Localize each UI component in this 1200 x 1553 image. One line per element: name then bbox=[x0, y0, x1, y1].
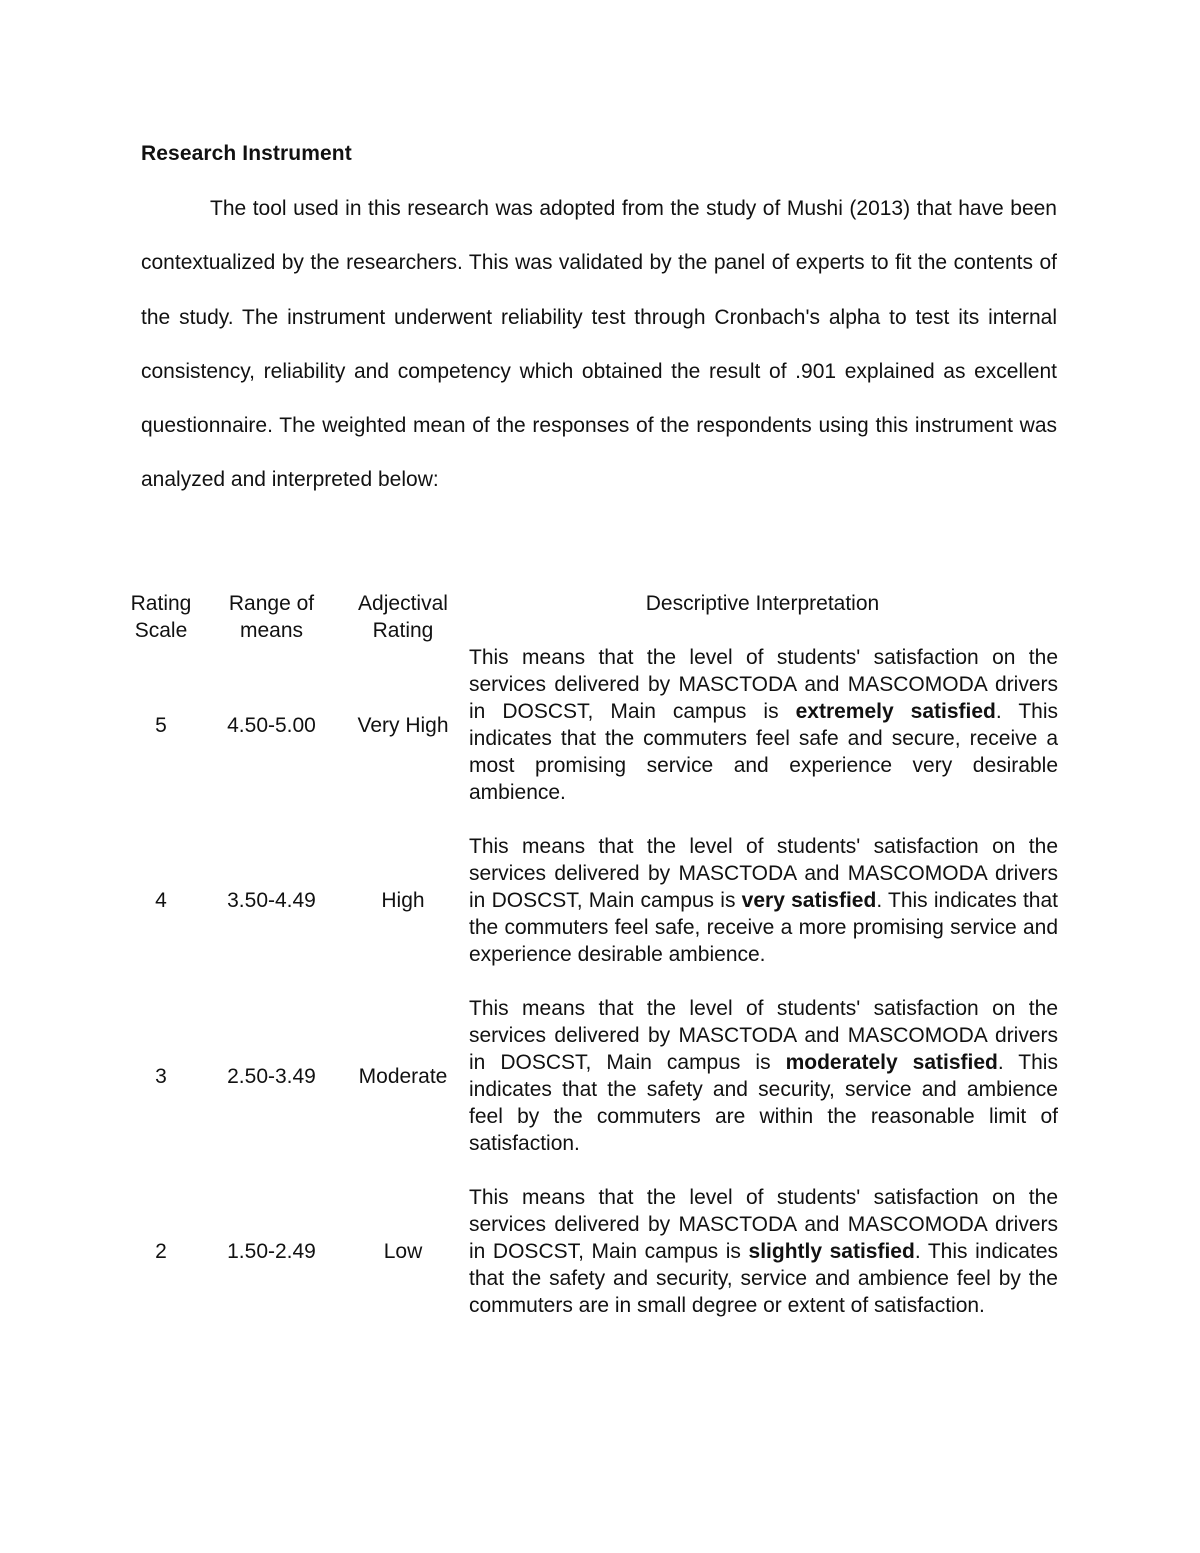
desc-text-post: . This indicates that the commuters feel safe, receive a more promising service and experience desirable ambience. bbox=[469, 889, 1059, 966]
desc-text-pre: This means that the level of students' satisfaction on the services delivered by MASCTODA and MASCOMODA drivers in DOSCST, Main campus is bbox=[469, 997, 1058, 1074]
cell-scale: 2 bbox=[155, 1240, 167, 1263]
desc-text-bold: very satisfied bbox=[741, 889, 877, 912]
cell-adjectival: High bbox=[381, 889, 425, 912]
cell-scale: 3 bbox=[155, 1064, 167, 1088]
header-adjectival-rating bbox=[339, 590, 467, 644]
cell-scale: 4 bbox=[155, 889, 167, 912]
header-descriptive-interpretation bbox=[467, 590, 1058, 644]
header-adjectival-line2: Rating bbox=[372, 619, 434, 642]
rating-scale-table bbox=[118, 590, 1058, 1346]
desc-text-post: . This indicates that the safety and security, service and ambience feel by the commuters are within the reasonable limit of satisfaction. bbox=[469, 1051, 1058, 1155]
paragraph-text: The tool used in this research was adopted from the study of Mushi (2013) that have been contextualized by the researchers. This was validated by the panel of experts to fit the contents of the study. The instrument underwent reliability test through Cronbach's alpha to test its internal consistency, reliability and competency which obtained the result of .901 explained as excellent questionnaire. The weighted mean of the responses of the respondents using this instrument was analyzed and interpreted below: bbox=[141, 197, 1057, 492]
cell-description bbox=[467, 995, 1058, 1184]
cell-description bbox=[467, 1184, 1058, 1346]
rating-table-wrapper bbox=[118, 590, 1058, 1346]
header-descriptive-text: Descriptive Interpretation bbox=[645, 592, 880, 615]
cell-range: 2.50-3.49 bbox=[227, 1064, 316, 1088]
table-row bbox=[118, 644, 1058, 833]
body-paragraph bbox=[141, 182, 1057, 508]
desc-text-bold: moderately satisfied bbox=[785, 1051, 998, 1074]
cell-description bbox=[467, 833, 1058, 995]
desc-text-pre: This means that the level of students' satisfaction on the services delivered by MASCTODA and MASCOMODA drivers in DOSCST, Main campus is bbox=[469, 835, 1058, 912]
cell-range: 3.50-4.49 bbox=[227, 889, 316, 912]
header-rating-scale-line2: Scale bbox=[134, 619, 188, 642]
table-row bbox=[118, 833, 1058, 995]
desc-text-pre: This means that the level of students' satisfaction on the services delivered by MASCTODA and MASCOMODA drivers in DOSCST, Main campus is bbox=[469, 1186, 1058, 1263]
cell-adjectival: Low bbox=[383, 1240, 423, 1263]
section-heading: Research Instrument bbox=[141, 142, 352, 165]
desc-text-bold: extremely satisfied bbox=[795, 700, 996, 723]
table-header-row bbox=[118, 590, 1058, 644]
desc-text-pre: This means that the level of students' satisfaction on the services delivered by MASCTODA and MASCOMODA drivers in DOSCST, Main campus is bbox=[469, 646, 1058, 723]
cell-scale: 5 bbox=[155, 713, 167, 737]
header-adjectival-line1: Adjectival bbox=[358, 592, 448, 615]
desc-text-post: . This indicates that the safety and security, service and ambience feel by the commuters are in small degree or extent of satisfaction. bbox=[469, 1240, 1058, 1317]
table-row bbox=[118, 1184, 1058, 1346]
header-rating-scale bbox=[118, 590, 204, 644]
header-range-line1: Range of bbox=[228, 592, 315, 615]
table-row bbox=[118, 995, 1058, 1184]
cell-adjectival: Very High bbox=[357, 713, 449, 737]
desc-text-post: . This indicates that the commuters feel safe and secure, receive a most promising service and experience very desirable ambience. bbox=[469, 700, 1059, 804]
header-range-of-means bbox=[204, 590, 339, 644]
header-rating-scale-line1: Rating bbox=[130, 592, 192, 615]
cell-adjectival: Moderate bbox=[358, 1064, 448, 1088]
header-range-line2: means bbox=[239, 619, 304, 642]
desc-text-bold: slightly satisfied bbox=[748, 1240, 915, 1263]
cell-description bbox=[467, 644, 1058, 833]
cell-range: 4.50-5.00 bbox=[227, 713, 316, 737]
cell-range: 1.50-2.49 bbox=[227, 1240, 316, 1263]
